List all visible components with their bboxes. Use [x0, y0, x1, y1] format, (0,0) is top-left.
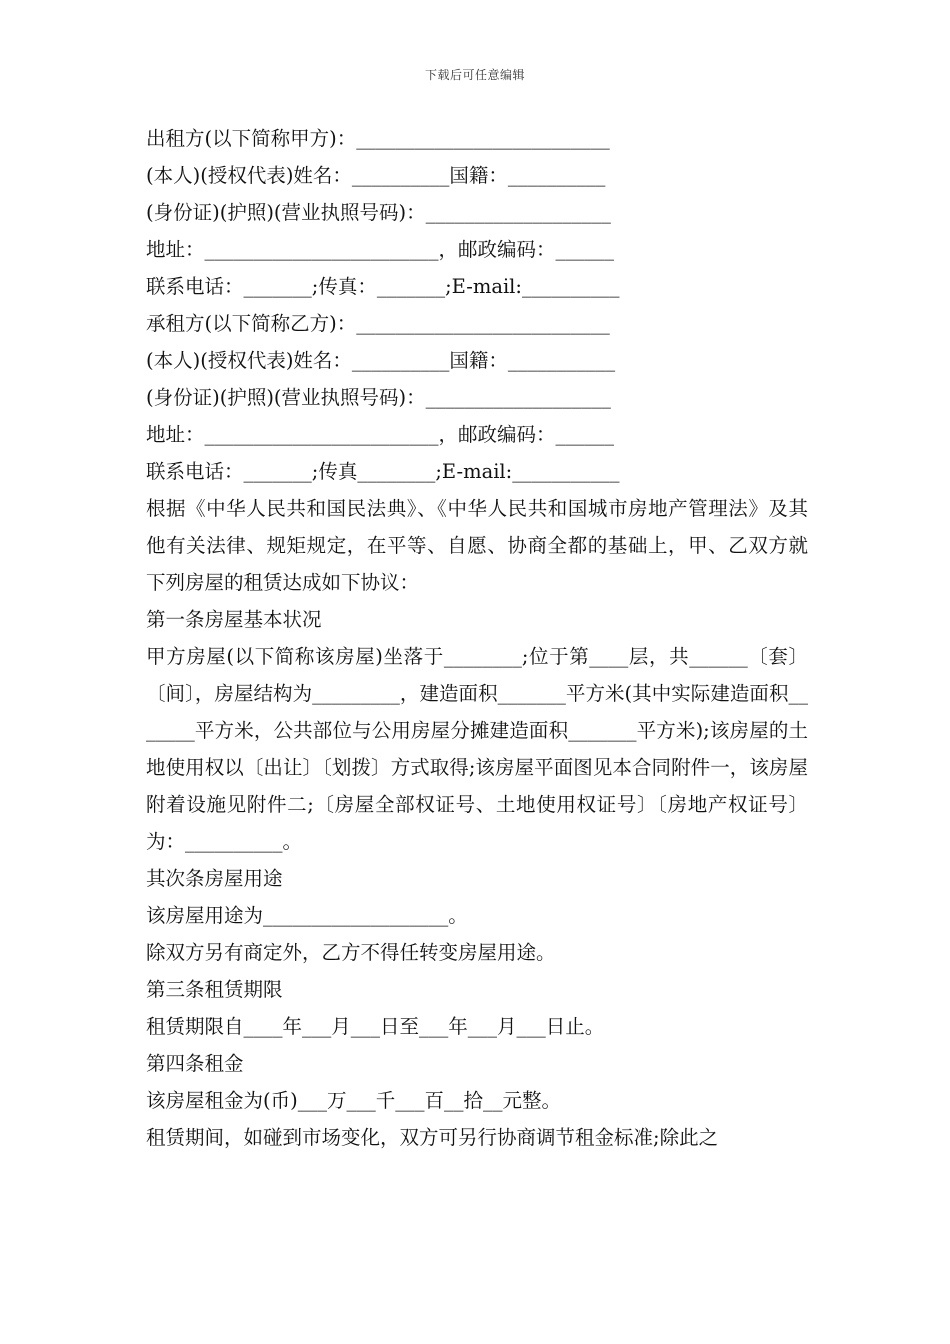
article4-title: 第四条租金: [146, 1052, 244, 1075]
lessor-address-line: 地址：________________________，邮政编码：______: [146, 238, 615, 261]
article4-adjust-line: 租赁期间，如碰到市场变化，双方可另行协商调节租金标准;除此之: [146, 1126, 719, 1149]
article3-term-line: 租赁期限自____年___月___日至___年___月___日止。: [146, 1015, 605, 1038]
lessee-address-line: 地址：________________________，邮政编码：______: [146, 423, 615, 446]
article2-restriction-line: 除双方另有商定外，乙方不得任转变房屋用途。: [146, 941, 556, 964]
lessor-id-line: (身份证)(护照)(营业执照号码)：___________________: [146, 201, 611, 224]
article2-usage-line: 该房屋用途为___________________。: [146, 904, 468, 927]
lessee-name-line: (本人)(授权代表)姓名：__________国籍：___________: [146, 349, 616, 372]
article3-title: 第三条租赁期限: [146, 978, 283, 1001]
article4-rent-line: 该房屋租金为(币)___万___千___百__拾__元整。: [146, 1089, 561, 1112]
page-header: 下载后可任意编辑: [424, 68, 525, 82]
lessor-line: 出租方(以下简称甲方)：__________________________: [146, 127, 610, 150]
article1-paragraph: 甲方房屋(以下简称该房屋)坐落于________;位于第____层，共______〔套〕〔间〕，房屋结构为_________，建造面积_______平方米(其中实际建造面积_______平方米，公共部位与公用房屋分摊建造面积_______平方米);该房屋的土地使用权以〔出让〕〔划拨〕方式取得;该房屋平面图见本合同附件一，该房屋附着设施见附件二;〔房屋全部权证号、土地使用权证号〕〔房地产权证号〕为：__________。: [146, 645, 808, 853]
lessee-id-line: (身份证)(护照)(营业执照号码)：___________________: [146, 386, 611, 409]
lessee-contact-line: 联系电话：_______;传真________;E-mail:___________: [146, 460, 620, 483]
lessee-line: 承租方(以下简称乙方)：__________________________: [146, 312, 610, 335]
contract-body: [146, 120, 808, 1156]
intro-paragraph: 根据《中华人民共和国民法典》、《中华人民共和国城市房地产管理法》及其他有关法律、规矩规定，在平等、自愿、协商全都的基础上，甲、乙双方就下列房屋的租赁达成如下协议：: [146, 497, 808, 594]
article1-title: 第一条房屋基本状况: [146, 608, 322, 631]
lessor-contact-line: 联系电话：_______;传真：_______;E-mail:__________: [146, 275, 620, 298]
lessor-name-line: (本人)(授权代表)姓名：__________国籍：__________: [146, 164, 606, 187]
article2-title: 其次条房屋用途: [146, 867, 283, 890]
